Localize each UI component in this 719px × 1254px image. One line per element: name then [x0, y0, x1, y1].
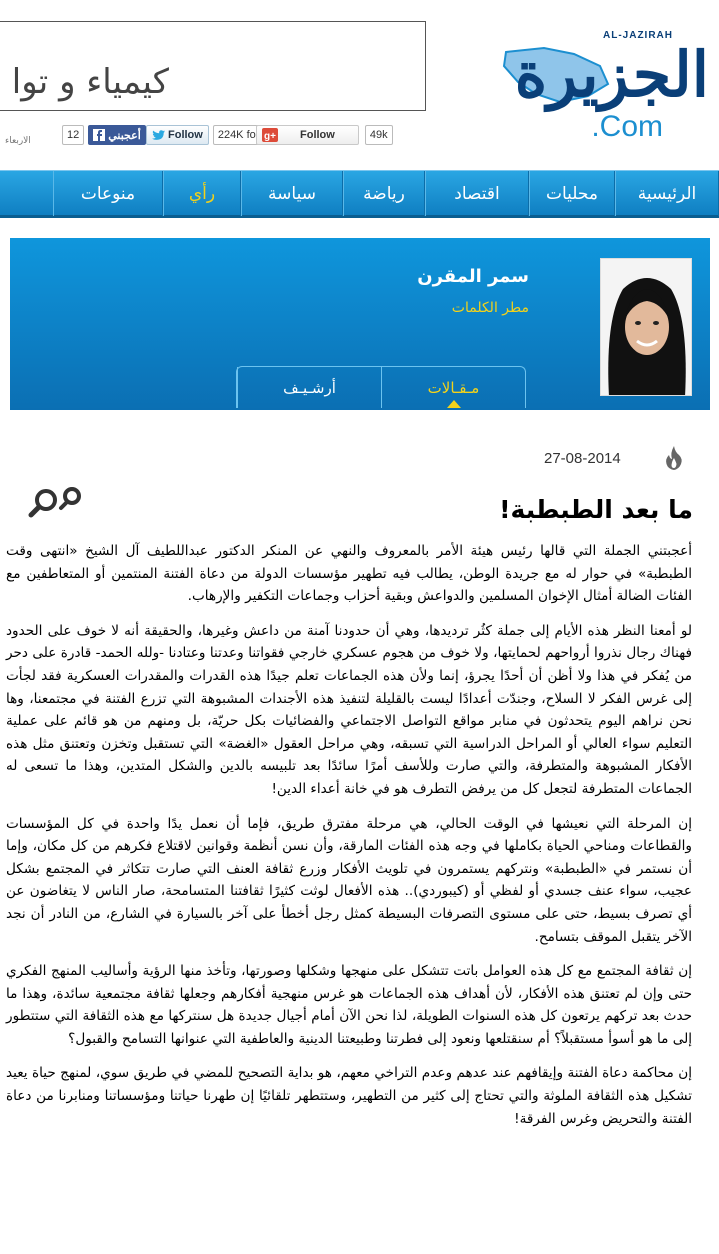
headline-ticker-box[interactable]	[0, 21, 426, 111]
author-name[interactable]: سمر المقرن	[417, 266, 529, 287]
author-portrait-image	[601, 259, 692, 396]
tab-label: مـقـالات	[427, 378, 480, 397]
tab-label: أرشـيـف	[283, 378, 336, 397]
nav-item-misc[interactable]	[53, 171, 163, 216]
google-plus-icon	[262, 128, 278, 142]
nav-label: منوعات	[80, 183, 136, 204]
twitter-bird-icon	[152, 130, 165, 141]
article-paragraph: إن ثقافة المجتمع مع كل هذه العوامل باتت تتشكل على منهجها وشكلها وصورتها، وتأخذ منها الرؤية وأساليب المنهج الفكري حتى وإن لم تعتنق هذه الأفكار، لأن أهداف هذه الجماعات هو غرس منهجية أفكارهم وجعلها ثقافة مجتمعية سائدة، وهذا ما حدث بعد تركهم يرتعون كل هذه السنوات الطويلة، لذا نحن الآن أمام أجيال جديدة هل سنتركها مع هذه الثقافة التي ستتطور إلى ما هو أسوأ مستقبلاً؟ أم سنقتلعها ونعود إلى فطرتنا وطبيعتنا الدينية والعاطفية التي عنوانها التسامح والقبول؟	[6, 963, 692, 1047]
facebook-like-button[interactable]	[88, 125, 146, 145]
nav-item-local[interactable]	[529, 171, 615, 216]
google-plus-follow-button[interactable]	[256, 125, 359, 145]
google-plus-follow-label: Follow	[300, 129, 335, 141]
active-tab-arrow-icon	[447, 400, 461, 408]
twitter-follower-count: 224K fo	[213, 125, 261, 145]
nav-label: سياسة	[268, 183, 316, 204]
facebook-like-count: 12	[62, 125, 84, 145]
nav-item-politics[interactable]	[241, 171, 343, 216]
nav-label: رأي	[188, 183, 216, 204]
facebook-icon	[93, 129, 105, 141]
article-paragraph: لو أمعنا النظر هذه الأيام إلى جملة كثُر ترديدها، وهي أن حدودنا آمنة من داعش وغيرها، والحقيقة أنه لا خوف على الحدود فهناك رجال نذروا أرواحهم لحمايتها، ولا خوف من هجوم عسكري خارجي فقواتنا وعدتنا وعتادنا -ولله الحمد- قادرة على دحر من يُفكر في هذا ولا أظن أن أحدًا يجرؤ، إنما ولأن هذه الجماعات تعلم جيدًا هذه القدرات والمقدرات العسكرية فقد لجأت إلى غرس الفكر لا السلاح، وجندّت أعدادًا ليست بالقليلة لتنفيذ هذه الأجندات المشبوهة التي تزرع الفتنة في مجتمعنا، وها نحن نراهم اليوم يتحدثون في منابر مواقع التواصل الاجتماعي والفضائيات بكل حريّة، بل ومنهم من هو قائم على عملية التعليم سواء العالي أو المراحل الدراسية التي تسبقه، وهي مراحل العقول «الغضة» التي تستقبل وتخزن وتعتنق مثل هذه الأفكار المشبوهة والمتطرفة، والتي صارت وللأسف أمرًا سائدًا بعد تلبيسه بالدين والشكل المتدين، وهذا ما تسعى له الجماعات المتطرفة لتجعل كل من يرفض التطرف هو في خانة أعداء الدين!	[6, 622, 692, 797]
nav-item-sports[interactable]	[343, 171, 425, 216]
tab-archive[interactable]	[237, 367, 381, 408]
site-logo[interactable]	[440, 18, 719, 163]
nav-item-opinion[interactable]	[163, 171, 241, 216]
logo-com-text: .Com	[591, 110, 663, 143]
text-zoom-icon[interactable]	[28, 484, 90, 518]
facebook-like-widget[interactable]	[62, 125, 146, 145]
twitter-follow-button[interactable]	[146, 125, 209, 145]
author-photo	[600, 258, 692, 396]
site-header	[0, 0, 719, 168]
nav-label: محليات	[545, 183, 599, 204]
article-date: 27-08-2014	[544, 450, 621, 467]
headline-ticker-text[interactable]: كيمياء و توا	[11, 62, 169, 102]
author-tabs	[236, 366, 526, 408]
article-paragraph: إن المرحلة التي نعيشها في الوقت الحالي، هي مرحلة مفترق طريق، فإما أن نعمل يدًا واحدة في كل المؤسسات والقطاعات ومناحي الحياة بكاملها في وجه هذه الفئات المارقة، وأن نسن أنظمة وقوانين لاقتلاع فكرهم من كل مكان، وإما أن نستمر في «الطبطبة» ونتركهم يستمرون في تلويث الأفكار وزرع ثقافة العنف التي صارت تتكاثر في المجتمع بشكل عجيب، سواء عنف جسدي أو لفظي أو (كيبوردي).. هذه الأفعال لوثت كثيرًا ثقافتنا المتسامحة، صار الناس لا يتغاضون عن أي تصرف بسيط، حتى على مستوى التصرفات البسيطة كمثل رجل أخطأ على آخر بالسيارة في الشارع، من النادر أن نجد الآخر يتقبل الموقف بتسامح.	[6, 815, 692, 945]
nav-item-home[interactable]	[615, 171, 719, 216]
header-date: الاربعاء	[5, 136, 31, 146]
logo-arabic-text: الجزيرة	[514, 38, 709, 111]
twitter-follow-widget[interactable]	[146, 125, 261, 145]
tab-articles[interactable]	[381, 367, 525, 408]
article-title: ما بعد الطبطبة!	[499, 495, 693, 524]
article-body	[6, 540, 692, 1142]
main-navigation	[0, 170, 719, 218]
nav-label: الرئيسية	[637, 183, 697, 204]
flame-icon	[665, 446, 683, 470]
article-paragraph: إن محاكمة دعاة الفتنة وإيقافهم عند عدهم وعدم التراخي معهم، هو بداية التصحيح للمضي في طريق سوي، لمنهج حياة يعيد تشكيل هذه الثقافة الملوثة والتي تحتاج إلى كثير من التطهير، وستتطهر تلقائيًا إن طهرنا حياتنا ومؤسساتنا ومنابرنا من دعاة الفتنة والتحريض وغرس الفرقة!	[6, 1065, 692, 1127]
twitter-follow-label: Follow	[168, 129, 203, 141]
facebook-like-label: أعجبني	[108, 129, 141, 142]
google-plus-count: 49k	[365, 125, 393, 145]
google-plus-widget[interactable]	[256, 125, 393, 145]
nav-label: اقتصاد	[454, 183, 500, 204]
svg-text:g+: g+	[264, 131, 276, 142]
nav-label: رياضة	[363, 183, 405, 204]
nav-item-economy[interactable]	[425, 171, 529, 216]
logo-latin-text: AL-JAZIRAH	[603, 30, 673, 41]
author-column-name: مطر الكلمات	[451, 300, 529, 316]
article-paragraph: أعجبتني الجملة التي قالها رئيس هيئة الأمر بالمعروف والنهي عن المنكر الدكتور عبداللطيف آل الشيخ «انتهى وقت الطبطبة» في حوار له مع جريدة الوطن، يطالب فيه تطهير مؤسسات الدولة من دعاة الفتنة المنتمين أو المتعاطفين مع الفئات الضالة أمثال الإخوان المسلمين والدواعش وبقية أحزاب وجماعات التكفير والإرهاب.	[6, 543, 692, 605]
